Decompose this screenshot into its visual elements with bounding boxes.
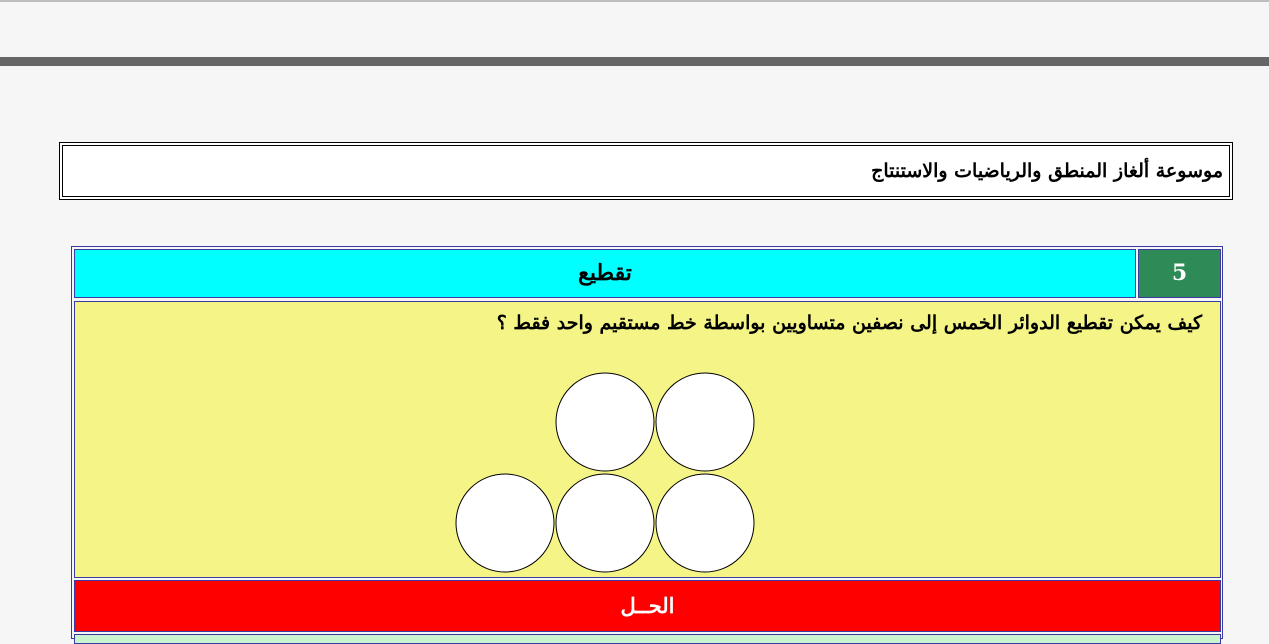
question-text: كيف يمكن تقطيع الدوائر الخمس إلى نصفين متساويين بواسطة خط مستقيم واحد فقط ؟: [496, 312, 1202, 334]
question-cell: [74, 301, 1221, 578]
puzzle-number: 5: [1138, 249, 1221, 298]
site-title: موسوعة ألغاز المنطق والرياضيات والاستنتاج: [62, 145, 1230, 197]
circle-top-left: [556, 373, 654, 471]
circle-bottom-middle: [556, 474, 654, 572]
circle-bottom-left: [456, 474, 554, 572]
top-border-line: [0, 0, 1269, 2]
solution-header[interactable]: الحــل: [74, 580, 1221, 632]
site-title-box: [59, 142, 1233, 200]
puzzle-table: [71, 246, 1223, 639]
circle-bottom-right: [656, 474, 754, 572]
solution-content: [74, 634, 1221, 644]
puzzle-name: تقطيع: [74, 249, 1136, 298]
circles-figure: [75, 302, 1222, 579]
circle-top-right: [656, 373, 754, 471]
header-rule: [0, 57, 1269, 66]
